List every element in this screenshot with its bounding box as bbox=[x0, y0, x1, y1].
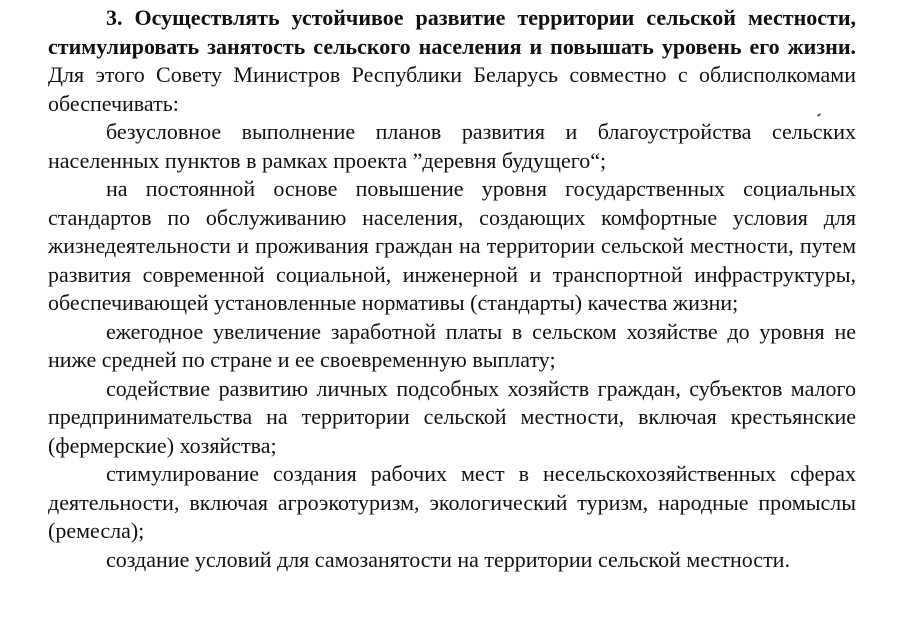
document-page bbox=[48, 4, 856, 574]
section-paragraph bbox=[48, 4, 856, 118]
list-item: безусловное выполнение планов развития и благоустройства сельских населенных пунктов в рамках проекта ”деревня будущего“; bbox=[48, 119, 856, 173]
section-number: 3. bbox=[106, 5, 123, 30]
section-heading: Осуществлять устойчивое развитие территории сельской местности, стимулировать занятость сельского населения и повышать уровень его жизни. bbox=[48, 5, 856, 59]
section-intro: Для этого Совету Министров Республики Беларусь совместно с облисполкомами обеспечивать: bbox=[48, 62, 856, 116]
list-item: ежегодное увеличение заработной платы в сельском хозяйстве до уровня не ниже средней по стране и ее своевременную выплату; bbox=[48, 318, 856, 372]
list-item: создание условий для самозанятости на территории сельской местности. bbox=[106, 546, 790, 572]
list-item: стимулирование создания рабочих мест в несельскохозяйственных сферах деятельности, включая агроэкотуризм, экологический туризм, народные промыслы (ремесла); bbox=[48, 461, 856, 543]
list-item: содействие развитию личных подсобных хозяйств граждан, субъектов малого предпринимательства на территории сельской местности, включая крестьянские (фермерские) хозяйства; bbox=[48, 375, 856, 458]
list-item: на постоянной основе повышение уровня государственных социальных стандартов по обслуживанию населения, создающих комфортные условия для жизнедеятельности и проживания граждан на территории сельской местности, путем развития современной социальной, инженерной и транспортной инфраструктуры, обеспечивающей установленные нормативы (стандарты) качества жизни; bbox=[48, 176, 856, 315]
